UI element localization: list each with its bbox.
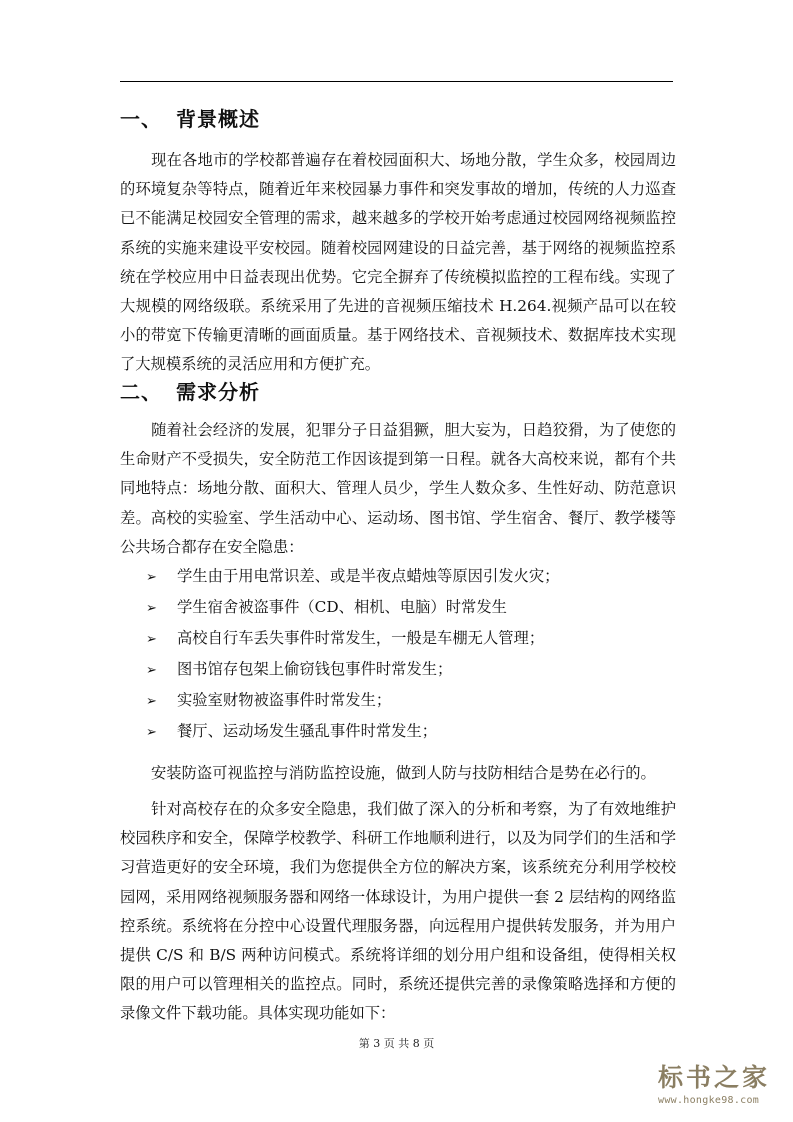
paragraph-solution	[120, 795, 676, 1029]
arrow-bullet-icon: ➢	[146, 632, 157, 647]
list-item	[146, 566, 559, 588]
arrow-bullet-icon: ➢	[146, 601, 157, 616]
heading-background	[120, 103, 260, 132]
list-item	[146, 597, 507, 619]
arrow-bullet-icon: ➢	[146, 663, 157, 678]
paragraph-background	[120, 146, 676, 380]
list-item-text: 餐厅、运动场发生骚乱事件时常发生；	[177, 722, 438, 740]
watermark-url: www.hongke98.com	[658, 1095, 760, 1106]
list-item-text: 图书馆存包架上偷窃钱包事件时常发生；	[177, 660, 453, 678]
paragraph-requirements-intro	[120, 416, 676, 562]
page-number-footer: 第 3 页 共 8 页	[358, 1037, 435, 1050]
list-item	[146, 628, 544, 650]
list-item-text: 学生由于用电常识差、或是半夜点蜡烛等原因引发火灾；	[177, 567, 560, 585]
arrow-bullet-icon: ➢	[146, 570, 157, 585]
list-item	[146, 721, 437, 743]
heading-number: 一、	[120, 107, 162, 131]
heading-number: 二、	[120, 380, 162, 404]
heading-requirements	[120, 376, 260, 405]
paragraph-conclusion: 安装防盗可视监控与消防监控设施，做到人防与技防相结合是势在必行的。	[151, 764, 656, 782]
list-item	[146, 659, 452, 681]
arrow-bullet-icon: ➢	[146, 694, 157, 709]
header-rule	[120, 81, 673, 82]
heading-title: 背景概述	[176, 107, 260, 131]
list-item-text: 实验室财物被盗事件时常发生；	[177, 691, 392, 709]
list-item	[146, 690, 391, 712]
arrow-bullet-icon: ➢	[146, 725, 157, 740]
watermark-name: 标书之家	[658, 1063, 771, 1092]
list-item-text: 高校自行车丢失事件时常发生，一般是车棚无人管理；	[177, 629, 545, 647]
list-item-text: 学生宿舍被盗事件（CD、相机、电脑）时常发生	[177, 598, 507, 616]
heading-title: 需求分析	[176, 380, 260, 404]
paragraph-text: 针对高校存在的众多安全隐患，我们做了深入的分析和考察，为了有效地维护校园秩序和安全，保障学校教学、科研工作地顺利进行，以及为同学们的生活和学习营造更好的安全环境，我们为您提供全方位的解决方案，该系统充分利用学校校园网，采用网络视频服务器和网络一体球设计，为用户提供一套 2 层结构的网络监控系统。系统将在分控中心设置代理服务器，向远程用户提供转发服务，并为用户提供 C/S 和 B/S 两种访问模式。系统将详细的划分用户组和设备组，使得相关权限的用户可以管理相关的监控点。同时，系统还提供完善的录像策略选择和方便的录像文件下载功能。具体实现功能如下：	[120, 800, 676, 1023]
paragraph-text: 现在各地市的学校都普遍存在着校园面积大、场地分散，学生众多，校园周边的环境复杂等特点，随着近年来校园暴力事件和突发事故的增加，传统的人力巡查已不能满足校园安全管理的需求，越来越多的学校开始考虑通过校园网络视频监控系统的实施来建设平安校园。随着校园网建设的日益完善，基于网络的视频监控系统在学校应用中日益表现出优势。它完全摒弃了传统模拟监控的工程布线。实现了大规模的网络级联。系统采用了先进的音视频压缩技术 H.264.视频产品可以在较小的带宽下传输更清晰的画面质量。基于网络技术、音视频技术、数据库技术实现了大规模系统的灵活应用和方便扩充。	[120, 151, 676, 374]
watermark-logo	[658, 1063, 776, 1106]
paragraph-text: 随着社会经济的发展，犯罪分子日益猖獗，胆大妄为，日趋狡猾，为了使您的生命财产不受损失，安全防范工作因该提到第一日程。就各大高校来说，都有个共同地特点：场地分散、面积大、管理人员少，学生人数众多、生性好动、防范意识差。高校的实验室、学生活动中心、运动场、图书馆、学生宿舍、餐厅、教学楼等公共场合都存在安全隐患：	[120, 421, 676, 556]
